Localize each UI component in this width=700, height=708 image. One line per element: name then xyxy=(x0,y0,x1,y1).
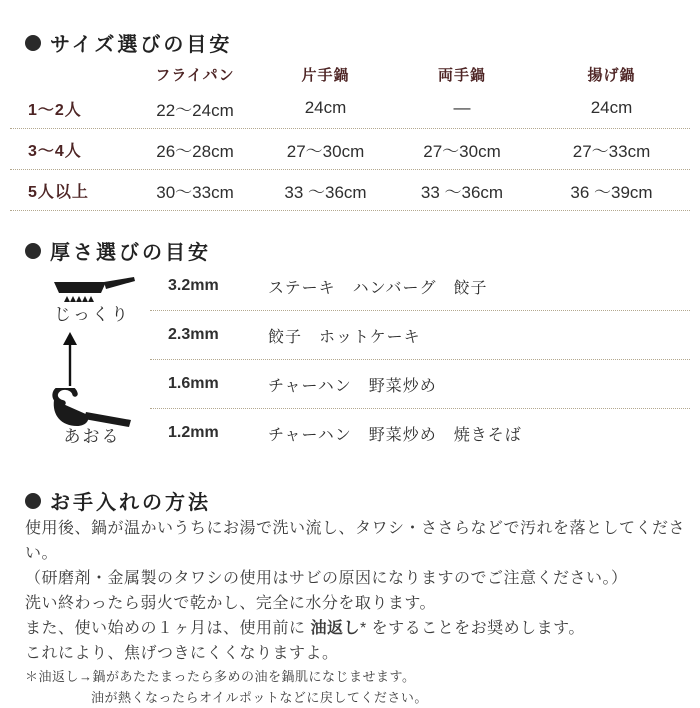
care-line-2: （研磨剤・金属製のタワシの使用はサビの原因になりますのでご注意ください。） xyxy=(25,570,628,587)
care-footnote-1: ＊油返し→鍋があたたまったら多めの油を鍋肌になじませます。 xyxy=(25,669,416,684)
care-line-4 xyxy=(25,616,685,641)
size-value: 33 〜36cm xyxy=(420,182,504,202)
bullet-icon xyxy=(25,493,41,509)
thickness-value: 3.2mm xyxy=(168,277,219,294)
care-footnote-2: 油が熱くなったらオイルポットなどに戻してください。 xyxy=(91,690,428,705)
thickness-section-title-text: 厚さ選びの目安 xyxy=(50,242,211,264)
thickness-row xyxy=(150,360,690,409)
thickness-value: 2.3mm xyxy=(168,326,219,343)
care-line-4-post: * をすることをお奨めします。 xyxy=(359,620,585,637)
row-label: 1〜2人 xyxy=(28,101,82,119)
column-header-fry-pot: 揚げ鍋 xyxy=(587,66,636,84)
care-line-5: これにより、焦げつきにくくなりますよ。 xyxy=(25,645,339,662)
table-row xyxy=(10,88,690,129)
thickness-value: 1.6mm xyxy=(168,375,219,392)
thickness-row xyxy=(150,311,690,360)
dish-examples: チャーハン 野菜炒め 焼きそば xyxy=(268,426,522,444)
thickness-value: 1.2mm xyxy=(168,424,219,441)
size-section-title xyxy=(25,28,232,57)
size-section-title-text: サイズ選びの目安 xyxy=(50,34,233,56)
size-value: 27〜30cm xyxy=(423,141,501,161)
column-header-frying-pan: フライパン xyxy=(155,66,235,84)
up-arrow-icon xyxy=(60,332,80,386)
dish-examples: 餃子 ホットケーキ xyxy=(268,328,421,346)
size-value: 27〜30cm xyxy=(286,141,365,161)
column-header-two-handle-pot: 両手鍋 xyxy=(437,66,486,84)
size-value: 33 〜36cm xyxy=(284,182,367,202)
tossing-pan-icon xyxy=(47,388,137,428)
size-value: 24cm xyxy=(304,98,347,117)
thickness-guide-table xyxy=(150,262,690,457)
flat-frying-pan-over-flame-icon xyxy=(44,276,140,306)
row-label: 3〜4人 xyxy=(28,142,82,160)
toss-label: あおる xyxy=(63,427,121,446)
slow-cook-label: じっくり xyxy=(54,305,130,324)
cooking-style-illustration xyxy=(28,276,156,446)
table-row xyxy=(10,129,690,170)
size-value: 22〜24cm xyxy=(156,100,234,120)
care-section-title-text: お手入れの方法 xyxy=(50,492,211,514)
size-value: — xyxy=(453,98,471,117)
bullet-icon xyxy=(25,243,41,259)
column-header-saucepan: 片手鍋 xyxy=(301,66,350,84)
size-value: 30〜33cm xyxy=(156,182,234,202)
thickness-row xyxy=(150,409,690,457)
size-guide-table xyxy=(10,60,690,211)
care-line-1: 使用後、鍋が温かいうちにお湯で洗い流し、タワシ・ささらなどで汚れを落としてください。 xyxy=(25,520,686,562)
row-label: 5人以上 xyxy=(28,183,89,201)
care-line-3: 洗い終わったら弱火で乾かし、完全に水分を取ります。 xyxy=(25,595,437,612)
size-value: 24cm xyxy=(590,98,633,117)
bullet-icon xyxy=(25,35,41,51)
size-table-header-row xyxy=(10,60,690,88)
size-value: 27〜33cm xyxy=(572,141,651,161)
oil-return-term: 油返し xyxy=(310,620,360,637)
dish-examples: チャーハン 野菜炒め xyxy=(268,377,437,395)
size-value: 36 〜39cm xyxy=(570,182,653,202)
care-line-4-pre: また、使い始めの１ヶ月は、使用前に xyxy=(25,620,311,637)
thickness-section-title xyxy=(25,236,211,265)
thickness-row xyxy=(150,262,690,311)
care-section-title xyxy=(25,486,211,515)
dish-examples: ステーキ ハンバーグ 餃子 xyxy=(268,279,488,297)
table-row xyxy=(10,170,690,211)
size-value: 26〜28cm xyxy=(156,141,234,161)
care-instructions xyxy=(25,516,685,708)
